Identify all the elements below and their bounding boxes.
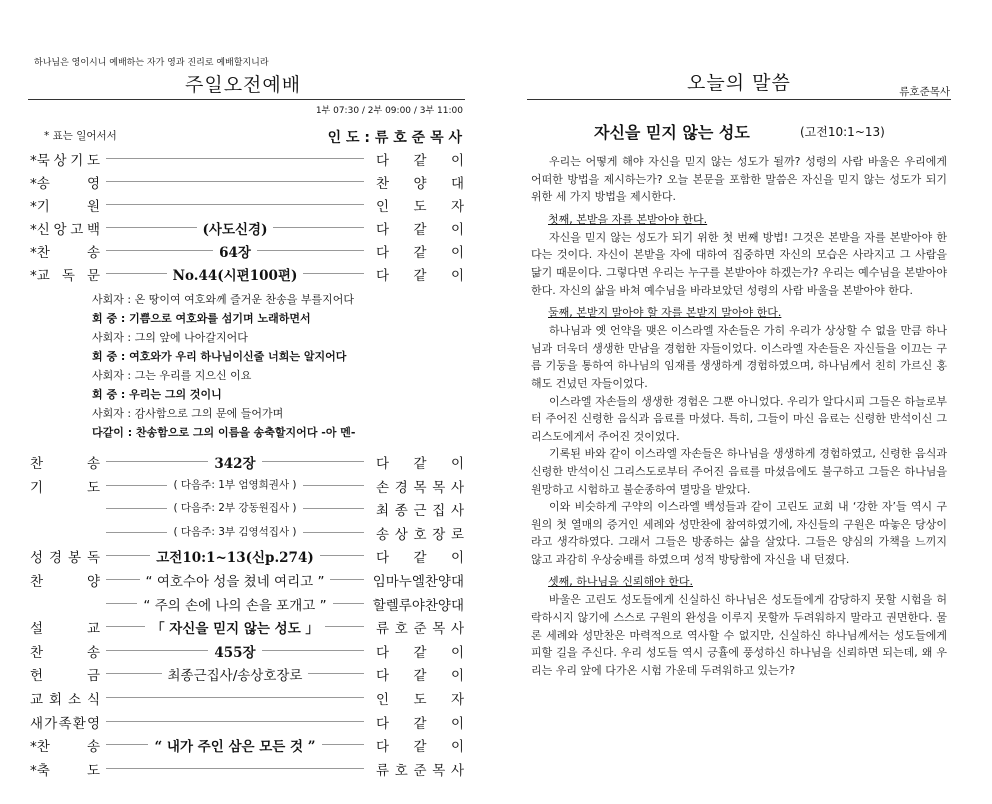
row-leader-char: 다 bbox=[376, 268, 390, 284]
pastor-name: 류호준목사 bbox=[899, 86, 950, 98]
motto: 하나님은 영이시니 예배하는 자가 영과 진리로 예배할지니라 bbox=[34, 58, 269, 68]
row-label-char: 도 bbox=[86, 153, 100, 169]
litany-line: 사회자 : 그의 앞에 나아갈지어다 bbox=[92, 331, 248, 344]
row-label-char: *교 bbox=[30, 268, 50, 284]
row-label-char: 고 bbox=[70, 222, 84, 238]
row-leader-char: 같 bbox=[413, 668, 427, 685]
row-leader-char: 이 bbox=[450, 550, 464, 567]
litany-line: 회 중 : 우리는 그의 것이니 bbox=[92, 388, 222, 401]
row-leader-char: 이 bbox=[450, 739, 464, 756]
worship-row bbox=[30, 686, 464, 708]
row-leader-char: 류 bbox=[376, 762, 390, 779]
service-title: 주일오전예배 bbox=[185, 74, 302, 96]
worship-row bbox=[30, 239, 464, 261]
row-label-char: 영 bbox=[86, 715, 100, 732]
row-leader-char: 다 bbox=[376, 153, 390, 169]
worship-row bbox=[30, 544, 464, 566]
row-label-char: *찬 bbox=[30, 245, 50, 261]
row-leader-char: 호 bbox=[413, 526, 427, 543]
row-leader-char: 다 bbox=[376, 644, 390, 661]
worship-row bbox=[30, 733, 464, 755]
row-label-char: *찬 bbox=[30, 739, 50, 756]
sermon-paragraph: 기록된 바와 같이 이스라엘 자손들은 하나님을 생생하게 경험하였고, 신령한 음식과 신령한 반석이신 그리스도로부터 주어진 음료를 마셨음에도 불구하고 그들은 하나님을 원망하고 시험하고 불순종하여 멸망을 받았다. bbox=[531, 447, 947, 496]
row-label-char: 영 bbox=[86, 176, 100, 192]
leader: 인 도 : 류 호 준 목 사 bbox=[327, 130, 462, 146]
sermon-paragraph: 이스라엘 자손들의 생생한 경험은 그뿐 아니었다. 우리가 알다시피 그들은 하늘로부터 주어진 신령한 음식과 음료를 마셨다. 특히, 그들이 마신 음료는 신령한 반석이신 그리스도에게서 주어진 것이었다. bbox=[531, 394, 947, 443]
row-label-char: 찬 bbox=[30, 574, 44, 590]
row-label-char: 가 bbox=[44, 715, 58, 732]
row-label-char: 성 bbox=[30, 550, 44, 567]
row-leader-char: 같 bbox=[413, 644, 427, 661]
row-item: “ 내가 주인 삼은 모든 것 ” bbox=[148, 739, 321, 755]
sermon-point-heading: 둘째, 본받지 말아야 할 자를 본받지 말아야 한다. bbox=[548, 306, 782, 320]
row-leader-char: 로 bbox=[450, 526, 464, 543]
row-leader-char: 대 bbox=[450, 176, 464, 192]
row-leader-char: 이 bbox=[450, 153, 464, 169]
row-label-char: 찬 bbox=[30, 644, 44, 661]
row-leader-char: 집 bbox=[432, 503, 446, 520]
row-item: “ 주의 손에 나의 손을 포개고 ” bbox=[137, 598, 332, 614]
leader-line bbox=[106, 697, 364, 698]
worship-row bbox=[30, 450, 464, 472]
row-leader-char: 이 bbox=[450, 222, 464, 238]
row-leader-char: 다 bbox=[376, 715, 390, 732]
service-times: 1부 07:30 / 2부 09:00 / 3부 11:00 bbox=[315, 106, 463, 116]
row-leader-char: 목 bbox=[413, 479, 427, 496]
worship-row bbox=[30, 615, 464, 637]
row-label-char: 도 bbox=[86, 762, 100, 779]
row-label-char: *송 bbox=[30, 176, 50, 192]
row-leader-char: 같 bbox=[413, 739, 427, 756]
row-label-char: 독 bbox=[61, 268, 75, 284]
row-leader-char: 사 bbox=[450, 762, 464, 779]
row-leader-char: 자 bbox=[450, 692, 464, 708]
row-label-char: 봉 bbox=[67, 550, 82, 567]
worship-row bbox=[30, 592, 464, 614]
row-leader-char: 할렐루야찬양대 bbox=[372, 597, 464, 614]
row-leader-char: 상 bbox=[394, 526, 408, 543]
row-leader-char: 찬 bbox=[376, 176, 390, 192]
sermon-paragraph: 바울은 고린도 성도들에게 신실하신 하나님은 성도들에게 감당하지 못할 시험을 허락하시지 않기에 스스로 구원의 완성을 이루지 못할까 두려워하지 말라고 권면한다. 물론 세례와 성만찬은 마력적으로 역사할 수 없지만, 신실하신 하나님께서는 성도들에게 피할 길을 주신다. 우리 성도들 역시 긍휼에 풍성하신 하나님을 신뢰하면 되는데, 왜 우리는 우리 앞에 다가온 시험 가운데 두려워하고 있는가? bbox=[531, 593, 947, 677]
row-label-char: 금 bbox=[86, 668, 100, 685]
row-leader-char: 류 bbox=[376, 621, 390, 638]
row-label-char: 원 bbox=[86, 199, 100, 215]
worship-row bbox=[30, 262, 464, 284]
worship-row bbox=[30, 497, 464, 519]
row-label-char: 찬 bbox=[30, 456, 44, 472]
row-item: 「 자신을 믿지 않는 성도 」 bbox=[145, 621, 325, 637]
row-leader-char: 도 bbox=[413, 199, 427, 215]
row-label-char: 도 bbox=[86, 479, 100, 496]
row-leader-char: 임마누엘찬양대 bbox=[372, 574, 464, 590]
row-leader-char: 최 bbox=[376, 503, 390, 520]
row-label-char: 상 bbox=[53, 153, 67, 169]
worship-row bbox=[30, 147, 464, 169]
sermon-paragraph: 이와 비슷하게 구약의 이스라엘 백성들과 같이 고린도 교회 내 ‘강한 자’들 역시 구원의 첫 열매의 증거인 세례와 성만찬에 참여하였기에, 자신들의 구원은 따놓은 당상이라고 생각하였다. 그래서 그들은 방종하는 삶을 살았다. 그들은 양심의 가책을 느끼지 않고 과감히 우상숭배를 하였으며 성적 방탕함에 자신을 내 던졌다. bbox=[531, 500, 947, 566]
row-leader-char: 인 bbox=[376, 692, 390, 708]
worship-row bbox=[30, 170, 464, 192]
row-item: 342장 bbox=[208, 456, 261, 472]
litany-line: 사회자 : 감사함으로 그의 문에 들어가며 bbox=[92, 407, 284, 420]
row-leader-char: 양 bbox=[413, 176, 427, 192]
row-label-char: 양 bbox=[86, 574, 100, 590]
leader-line bbox=[106, 721, 364, 722]
row-leader-char: 같 bbox=[413, 456, 427, 472]
sermon-paragraph: 자신을 믿지 않는 성도가 되기 위한 첫 번째 방법! 그것은 본받을 자를 본받아야 한다는 것이다. 자신이 본받을 자에 대하여 집중하면 자신의 모습은 사라지고 그 사람을 닮기 때문이다. 그렇다면 우리는 누구를 본받아야 하겠는가? 우리는 예수님을 본받아야 한다. 자신의 삶을 바쳐 예수님을 바라보았던 성령의 사람 바울을 본받아야 한다. bbox=[531, 230, 947, 297]
litany-line: 사회자 : 그는 우리를 지으신 이요 bbox=[92, 369, 252, 382]
row-leader-char: 같 bbox=[413, 550, 427, 567]
worship-row bbox=[30, 193, 464, 215]
sermon-point-heading: 첫째, 본받을 자를 본받아야 한다. bbox=[548, 212, 708, 226]
row-leader-char: 호 bbox=[394, 621, 408, 638]
row-leader-char: 같 bbox=[413, 245, 427, 261]
row-label-char: 설 bbox=[30, 621, 44, 638]
row-item: 455장 bbox=[208, 645, 261, 661]
row-label-char: 문 bbox=[86, 268, 100, 284]
row-leader-char: 준 bbox=[413, 762, 427, 779]
row-leader-char: 준 bbox=[413, 621, 427, 638]
worship-row bbox=[30, 757, 464, 779]
worship-row bbox=[30, 568, 464, 590]
row-label-char: 새 bbox=[30, 715, 44, 732]
title-divider bbox=[28, 99, 465, 100]
title-divider-right bbox=[527, 99, 951, 100]
row-leader-char: 다 bbox=[376, 456, 390, 472]
leader-line bbox=[106, 204, 364, 205]
litany-line: 사회자 : 온 땅이여 여호와께 즐거운 찬송을 부를지어다 bbox=[92, 293, 354, 306]
leader-line bbox=[106, 181, 364, 182]
row-leader-char: 이 bbox=[450, 456, 464, 472]
row-item: (사도신경) bbox=[197, 222, 274, 238]
leader-line bbox=[106, 158, 364, 159]
row-leader-char: 장 bbox=[432, 526, 446, 543]
row-item: ( 다음주: 2부 강동원집사 ) bbox=[167, 502, 302, 514]
row-label-char: *묵 bbox=[30, 153, 50, 169]
leader-line bbox=[106, 768, 364, 769]
row-leader-char: 근 bbox=[413, 503, 427, 520]
worship-row bbox=[30, 710, 464, 732]
row-item: 고전10:1~13(신p.274) bbox=[150, 550, 319, 566]
sermon-reference: (고전10:1~13) bbox=[800, 125, 885, 139]
row-label-char: 헌 bbox=[30, 668, 44, 685]
row-label-char: 송 bbox=[86, 456, 100, 472]
row-leader-char: 목 bbox=[432, 762, 446, 779]
litany-line: 다같이 : 찬송함으로 그의 이름을 송축할지어다 -아 멘- bbox=[92, 426, 356, 439]
row-leader-char: 같 bbox=[413, 153, 427, 169]
row-leader-char: 목 bbox=[432, 621, 446, 638]
row-leader-char: 같 bbox=[413, 715, 427, 732]
row-label-char: 기 bbox=[70, 153, 84, 169]
row-item: 64장 bbox=[213, 245, 257, 261]
worship-row bbox=[30, 216, 464, 238]
row-label-char: *신 bbox=[30, 222, 50, 238]
row-label-char: 독 bbox=[86, 550, 100, 567]
worship-row bbox=[30, 639, 464, 661]
row-leader-char: 다 bbox=[376, 550, 390, 567]
row-label-char: *축 bbox=[30, 762, 50, 779]
litany-line: 회 중 : 여호와가 우리 하나님이신줄 너희는 알지어다 bbox=[92, 350, 347, 363]
row-leader-char: 이 bbox=[450, 715, 464, 732]
row-leader-char: 같 bbox=[413, 268, 427, 284]
row-leader-char: 종 bbox=[394, 503, 408, 520]
row-leader-char: 송 bbox=[376, 526, 390, 543]
litany-line: 회 중 : 기쁨으로 여호와를 섬기며 노래하면서 bbox=[92, 312, 311, 325]
row-leader-char: 경 bbox=[394, 479, 408, 496]
row-label-char: 식 bbox=[86, 692, 100, 708]
row-item: “ 여호수아 성을 쳤네 여리고 ” bbox=[140, 574, 331, 590]
row-leader-char: 다 bbox=[376, 222, 390, 238]
row-leader-char: 다 bbox=[376, 245, 390, 261]
row-item: ( 다음주: 1부 엄영희권사 ) bbox=[167, 479, 302, 491]
row-label-char: 기 bbox=[30, 479, 44, 496]
row-label-char: 환 bbox=[72, 715, 86, 732]
row-label-char: 앙 bbox=[53, 222, 67, 238]
row-label-char: 송 bbox=[86, 739, 100, 756]
row-leader-char: 이 bbox=[450, 245, 464, 261]
row-leader-char: 자 bbox=[450, 199, 464, 215]
row-label-char: 경 bbox=[48, 550, 63, 567]
row-label-char: 회 bbox=[48, 692, 63, 708]
row-item: 최종근집사/송상호장로 bbox=[162, 668, 309, 684]
row-label-char: 소 bbox=[67, 692, 82, 708]
row-leader-char: 도 bbox=[413, 692, 427, 708]
row-item: ( 다음주: 3부 김영석집사 ) bbox=[167, 526, 302, 538]
standing-note: * 표는 일어서서 bbox=[44, 130, 117, 142]
row-leader-char: 사 bbox=[450, 503, 464, 520]
worship-row bbox=[30, 662, 464, 684]
row-leader-char: 이 bbox=[450, 668, 464, 685]
row-leader-char: 인 bbox=[376, 199, 390, 215]
row-label-char: 족 bbox=[58, 715, 72, 732]
sermon-title: 자신을 믿지 않는 성도 bbox=[594, 123, 750, 142]
row-label-char: *기 bbox=[30, 199, 50, 215]
row-leader-char: 목 bbox=[432, 479, 446, 496]
row-item: No.44(시편100편) bbox=[167, 268, 304, 284]
row-leader-char: 호 bbox=[394, 762, 408, 779]
row-label-char: 송 bbox=[86, 245, 100, 261]
sermon-paragraph: 하나님과 옛 언약을 맺은 이스라엘 자손들은 가히 우리가 상상할 수 없을 만큼 하나님과 더욱더 생생한 만남을 경험한 자들이었다. 이스라엘 자손들은 자신들을 이끄는 구름 기둥을 통하여 하나님의 임재를 생생하게 경험하였으며, 하나님께서 친히 가르신 홍해도 건넜던 자들이었다. bbox=[531, 324, 947, 390]
sermon-point-heading: 셋째, 하나님을 신뢰해야 한다. bbox=[548, 575, 693, 589]
worship-row bbox=[30, 521, 464, 543]
row-leader-char: 다 bbox=[376, 668, 390, 685]
row-leader-char: 같 bbox=[413, 222, 427, 238]
sermon-paragraph: 우리는 어떻게 해야 자신을 믿지 않는 성도가 될까? 성령의 사람 바울은 우리에게 어떠한 방법을 제시하는가? 오늘 본문을 포함한 말씀은 자신을 믿지 않는 성도가 되기 위한 세 가지 방법을 제시한다. bbox=[531, 155, 947, 204]
row-leader-char: 다 bbox=[376, 739, 390, 756]
row-label-char: 교 bbox=[30, 692, 44, 708]
row-label-char: 송 bbox=[86, 644, 100, 661]
row-leader-char: 사 bbox=[450, 479, 464, 496]
row-leader-char: 손 bbox=[376, 479, 390, 496]
worship-row bbox=[30, 474, 464, 496]
row-leader-char: 이 bbox=[450, 268, 464, 284]
row-leader-char: 이 bbox=[450, 644, 464, 661]
row-label-char: 교 bbox=[86, 621, 100, 638]
row-label-char: 백 bbox=[86, 222, 100, 238]
page-title: 오늘의 말씀 bbox=[687, 72, 791, 94]
row-leader-char: 사 bbox=[450, 621, 464, 638]
